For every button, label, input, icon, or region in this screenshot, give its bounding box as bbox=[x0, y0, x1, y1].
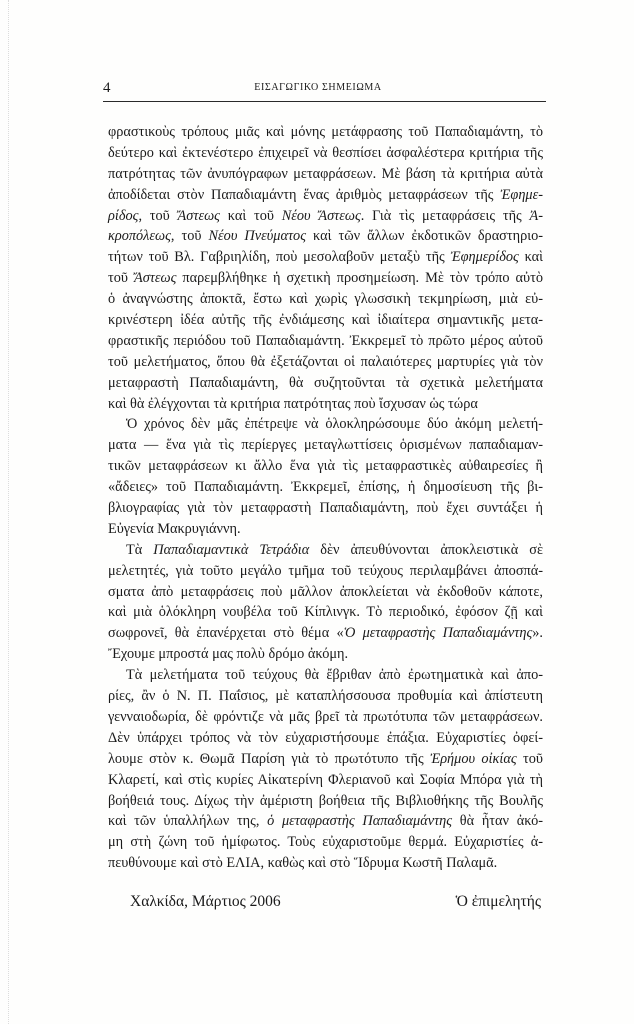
text-run: Ὁ χρόνος δὲν μᾶς ἐπέτρεψε νὰ ὁλοκληρώσουμε δύο ἀκόμη μελετή- bbox=[126, 416, 543, 433]
line-content bbox=[108, 563, 543, 579]
line-content bbox=[108, 584, 543, 600]
line-content bbox=[108, 312, 543, 328]
line-content bbox=[108, 437, 543, 453]
line-content bbox=[108, 396, 478, 412]
text-run: φραστικοὺς τρόπους μιᾶς καὶ μόνης μετάφρασης τοῦ Παπαδιαμάντη, τὸ bbox=[108, 124, 543, 140]
text-run: ρίες, ἂν ὁ Ν. Π. Παΐσιος, μὲ καταπλήσσουσα προθυμία καὶ ἀπίστευτη bbox=[108, 688, 543, 705]
text-run: βλιογραφίας γιὰ τὸν μεταφραστὴ Παπαδιαμάντη, ποὺ ἔχει συντάξει ἡ bbox=[108, 500, 543, 517]
text-line bbox=[108, 206, 543, 227]
running-header bbox=[103, 79, 533, 97]
text-run: Εὐγενία Μακρυγιάννη. bbox=[108, 520, 241, 537]
line-content bbox=[108, 458, 543, 474]
text-line bbox=[108, 373, 543, 394]
text-run: Τὰ μελετήματα τοῦ τεύχους θὰ ἔβριθαν ἀπὸ ἐρωτηματικὰ καὶ ἀπο- bbox=[126, 667, 543, 684]
text-run: καὶ bbox=[518, 249, 543, 266]
line-content bbox=[126, 416, 543, 432]
text-run: σματα ἀπὸ μεταφράσεις ποὺ μᾶλλον ἀποκλείεται νὰ ἐκδοθοῦν κάποτε, bbox=[108, 583, 543, 600]
running-title: ΕΙΣΑΓΩΓΙΚΟ ΣΗΜΕΙΩΜΑ bbox=[254, 82, 382, 93]
text-line bbox=[108, 164, 543, 185]
italic-run: Ἄστεως bbox=[133, 270, 177, 287]
text-run: τοῦ bbox=[108, 270, 134, 287]
text-run: Δὲν ὑπάρχει τρόπος νὰ τὸν εὐχαριστήσουμε ἐπάξια. Εὐχαριστίες ὀφεί- bbox=[108, 729, 543, 746]
text-run: τοῦ bbox=[516, 750, 543, 767]
italic-run: ρίδος bbox=[108, 207, 139, 224]
line-content bbox=[108, 333, 543, 349]
line-content bbox=[108, 751, 543, 767]
text-line bbox=[108, 122, 543, 143]
line-content bbox=[108, 291, 543, 307]
line-content bbox=[108, 187, 543, 203]
text-run: καὶ τῶν ὑπαλλήλων της, bbox=[108, 813, 268, 830]
line-content bbox=[108, 145, 543, 161]
line-content bbox=[108, 228, 543, 244]
text-line bbox=[108, 414, 543, 435]
text-line bbox=[108, 707, 543, 728]
text-run: μεταφραστὴ Παπαδιαμάντη, θὰ συζητοῦνται τὰ σχετικὰ μελετήματα bbox=[108, 374, 543, 391]
line-content bbox=[108, 604, 543, 620]
line-content bbox=[108, 793, 543, 809]
text-run: καὶ τῶν ἄλλων ἐκδοτικῶν δραστηριο- bbox=[306, 228, 543, 245]
place-date: Χαλκίδα, Μάρτιος 2006 bbox=[130, 893, 281, 910]
line-content bbox=[108, 855, 497, 871]
signature: Ὁ ἐπιμελητής bbox=[455, 893, 541, 910]
text-run: δεύτερο καὶ ἐκτενέστερο ἐπιχειρεῖ νὰ θεσπίσει ἀσφαλέστερα κριτήρια τῆς bbox=[108, 144, 543, 161]
text-run: τοῦ μελετήματος, ὅπου θὰ ἐξετάζονται οἱ παλαιότερες μαρτυρίες γιὰ τὸν bbox=[108, 353, 543, 370]
text-line bbox=[108, 456, 543, 477]
text-run: λουμε στὸν κ. Θωμᾶ Παρίση γιὰ τὸ πρωτότυπο τῆς bbox=[108, 750, 431, 767]
text-line bbox=[108, 770, 543, 791]
text-line bbox=[108, 185, 543, 206]
line-content bbox=[108, 270, 543, 286]
italic-run: Ὁ μεταφραστὴς Παπαδιαμάντης bbox=[343, 625, 533, 642]
line-content bbox=[108, 813, 543, 829]
text-line bbox=[108, 623, 543, 644]
paragraph bbox=[108, 665, 543, 874]
text-run: μελετητές, γιὰ τοῦτο μεγάλο τμῆμα τοῦ τεύχους περιλαμβάνει ἀποσπά- bbox=[108, 562, 543, 579]
italic-run: Ἀ- bbox=[529, 207, 543, 224]
text-run: ματα — ἕνα γιὰ τὶς περίεργες μεταγλωττίσεις ὁρισμένων παπαδιαμαν- bbox=[108, 437, 543, 454]
text-line bbox=[108, 352, 543, 373]
italic-run: Ἐφημερίδος bbox=[450, 249, 519, 266]
text-line bbox=[108, 268, 543, 289]
line-content bbox=[108, 646, 348, 662]
line-content bbox=[126, 542, 543, 558]
text-line bbox=[108, 394, 543, 415]
text-run: πατρότητας τῶν ἀνυπόγραφων μεταφράσεων. Μὲ βάση τὰ κριτήρια αὐτὰ bbox=[108, 165, 543, 182]
line-content bbox=[108, 354, 543, 370]
italic-run: Νέου Πνεύματος bbox=[208, 228, 307, 245]
text-line bbox=[108, 289, 543, 310]
text-run: ἀποδίδεται στὸν Παπαδιαμάντη ἕνας ἀριθμὸς μεταφράσεων τῆς bbox=[108, 186, 501, 203]
text-run: δὲν ἀπευθύνονται ἀποκλειστικὰ σὲ bbox=[309, 541, 543, 558]
italic-run: Ἐφημε- bbox=[500, 186, 543, 203]
text-line bbox=[108, 477, 543, 498]
line-content bbox=[108, 730, 543, 746]
text-line bbox=[108, 811, 543, 832]
text-run: , τοῦ bbox=[138, 207, 178, 224]
line-content bbox=[108, 166, 543, 182]
text-line bbox=[108, 435, 543, 456]
line-content bbox=[108, 834, 543, 850]
text-run: βοήθειά τους. Δίχως τὴν ἀμέριστη βοήθεια τῆς Βιβλιοθήκης τῆς Βουλῆς bbox=[108, 792, 543, 809]
text-run: καὶ τοῦ bbox=[219, 207, 282, 224]
italic-run: Ἄστεως bbox=[177, 207, 220, 224]
text-run: γενναιοδωρία, δὲ φρόντιζε νὰ μᾶς βρεῖ τὰ πρωτότυπα τῶν μεταφράσεων. bbox=[108, 708, 543, 725]
paragraph bbox=[108, 540, 543, 665]
text-run: , τοῦ bbox=[170, 228, 209, 245]
text-line bbox=[108, 728, 543, 749]
text-run: κρινέστερη ἰδέα αὐτῆς τῆς ἐνδιάμεσης καὶ ἰδιαίτερα σημαντικῆς μετα- bbox=[108, 312, 543, 329]
line-content bbox=[108, 124, 543, 140]
text-line bbox=[108, 686, 543, 707]
text-run: καὶ θὰ ἐλέγχονται τὰ κριτήρια πατρότητας ποὺ ἴσχυσαν ὡς τώρα bbox=[108, 395, 478, 412]
line-content bbox=[108, 521, 241, 537]
paragraph bbox=[108, 122, 543, 414]
text-run: θὰ ἦταν ἀκό- bbox=[452, 813, 543, 830]
text-run: φραστικῆς περιόδου τοῦ Παπαδιαμάντη. Ἐκκρεμεῖ τὸ πρῶτο μέρος αὐτοῦ bbox=[108, 332, 543, 349]
header-rule bbox=[103, 101, 546, 102]
line-content bbox=[108, 688, 543, 704]
text-run: καὶ μιὰ ὁλόκληρη νουβέλα τοῦ Κίπλινγκ. Τὸ περιοδικό, ἐφόσον ζῇ καὶ bbox=[108, 604, 543, 621]
italic-run: κροπόλεως bbox=[108, 228, 171, 245]
italic-run: Ἐρήμου οἰκίας bbox=[430, 750, 517, 767]
line-content bbox=[126, 667, 543, 683]
text-line bbox=[108, 749, 543, 770]
text-line bbox=[108, 582, 543, 603]
text-line bbox=[108, 226, 543, 247]
page-number: 4 bbox=[103, 80, 111, 96]
text-run: τικῶν μεταφράσεων κι ἄλλο ἕνα γιὰ τὶς μεταφραστικὲς αὐθαιρεσίες ἢ bbox=[108, 458, 543, 475]
text-run: Ἔχουμε μπροστά μας πολὺ δρόμο ἀκόμη. bbox=[108, 646, 349, 663]
text-line bbox=[108, 832, 543, 853]
text-run: παρεμβλήθηκε ἡ σχετικὴ προσημείωση. Μὲ τὸν τρόπο αὐτὸ bbox=[176, 270, 543, 287]
text-line bbox=[108, 519, 543, 540]
text-line bbox=[108, 247, 543, 268]
line-content bbox=[108, 375, 543, 391]
line-content bbox=[108, 709, 543, 725]
italic-run: Παπαδιαμαντικὰ Τετράδια bbox=[153, 541, 310, 558]
text-line bbox=[108, 561, 543, 582]
line-content bbox=[108, 500, 543, 516]
text-run: πευθύνουμε καὶ στὸ ΕΛΙΑ, καθὼς καὶ στὸ Ἵδρυμα Κωστῆ Παλαμᾶ. bbox=[108, 855, 498, 872]
body-text bbox=[108, 122, 543, 874]
line-content bbox=[108, 772, 543, 788]
text-run: «ἄδειες» τοῦ Παπαδιαμάντη. Ἐκκρεμεῖ, ἐπίσης, ἡ δημοσίευση τῆς βι- bbox=[108, 479, 543, 496]
text-run: Κλαρετί, καὶ στὶς κυρίες Αἰκατερίνη Φλεριανοῦ καὶ Σοφία Μπόρα γιὰ τὴ bbox=[108, 771, 543, 788]
text-run: . Γιὰ τὶς μεταφράσεις τῆς bbox=[360, 207, 530, 224]
italic-run: Νέου Ἄστεως bbox=[281, 207, 361, 224]
line-content bbox=[108, 625, 543, 641]
text-line bbox=[108, 853, 543, 874]
text-line bbox=[108, 602, 543, 623]
text-line bbox=[108, 644, 543, 665]
text-line bbox=[108, 498, 543, 519]
text-line bbox=[108, 540, 543, 561]
text-line bbox=[108, 143, 543, 164]
text-line bbox=[108, 310, 543, 331]
scan-edge-shadow bbox=[8, 0, 9, 1024]
text-line bbox=[108, 791, 543, 812]
line-content bbox=[108, 479, 543, 495]
text-run: ὁ ἀναγνώστης ἀποκτᾶ, ἔστω καὶ χωρὶς γλωσσικὴ τεκμηρίωση, μιὰ εὐ- bbox=[108, 291, 543, 308]
closing-block bbox=[108, 891, 543, 913]
paragraph bbox=[108, 414, 543, 539]
text-run: σωφρονεῖ, θὰ ἐπανέρχεται στὸ θέμα « bbox=[108, 625, 344, 642]
italic-run: ὁ μεταφραστὴς Παπαδιαμάντης bbox=[267, 813, 453, 830]
text-run: τήτων τοῦ Βλ. Γαβριηλίδη, ποὺ μεσολαβοῦν μεταξὺ τῆς bbox=[108, 249, 451, 266]
text-run: Τὰ bbox=[126, 541, 154, 558]
text-line bbox=[108, 665, 543, 686]
text-line bbox=[108, 331, 543, 352]
line-content bbox=[108, 208, 543, 224]
text-run: μη στὴ ζώνη τοῦ ἡμίφωτος. Τοὺς εὐχαριστοῦμε θερμά. Εὐχαριστίες ἀ- bbox=[108, 834, 543, 851]
line-content bbox=[108, 249, 543, 265]
text-run: ». bbox=[532, 625, 543, 642]
